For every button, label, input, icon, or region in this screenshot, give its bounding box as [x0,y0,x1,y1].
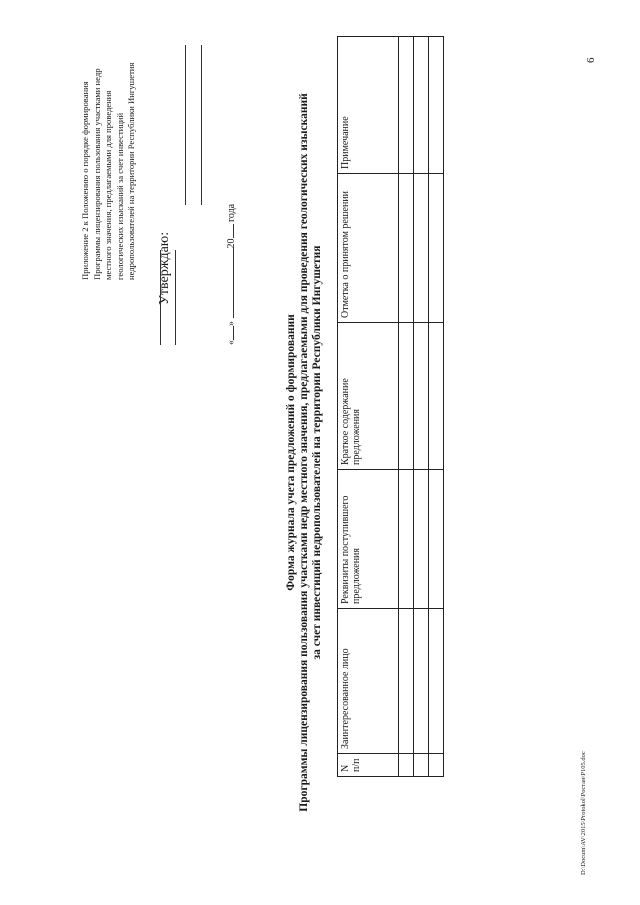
table-cell [399,37,414,174]
table-cell [414,754,429,777]
approval-date-line [225,204,237,345]
header-number: N п/п [338,754,399,777]
appendix-line: местного значения, предлагаемыми для проведения [103,90,113,280]
date-close-quote: » [226,321,237,326]
header-proposal-details: Реквизиты поступившего предложения [338,470,399,609]
table-row [429,37,444,777]
table-cell [429,323,444,470]
appendix-line: недропользователей на территории Республики Ингушетия [126,62,136,280]
year-blank [225,225,234,239]
table-cell [429,754,444,777]
header-interested-party: Заинтересованное лицо [338,609,399,754]
table-cell [429,609,444,754]
table-cell [429,174,444,323]
month-blank [225,249,234,319]
appendix-note [80,0,138,280]
appendix-line: Программы лицензирования пользования участками недр [91,68,102,280]
header-decision-mark: Отметка о принятом решении [338,174,399,323]
approve-label: Утверждаю: [157,231,172,305]
table-cell [414,470,429,609]
table-row [414,37,429,777]
appendix-line: геологических изысканий за счет инвестиций [114,112,125,280]
table-cell [429,37,444,174]
table-cell [399,470,414,609]
table-cell [399,754,414,777]
table-cell [399,609,414,754]
signature-line [201,45,202,205]
journal-table [337,36,444,777]
table-cell [414,174,429,323]
year-suffix: года [226,203,237,225]
table-row [399,37,414,777]
header-summary: Краткое содержание предложения [338,323,399,470]
table-cell [429,470,444,609]
document-title [285,30,324,875]
signature-line [160,250,161,345]
title-line: Форма журнала учета предложений о формировании [285,314,297,591]
table-header-row [338,37,399,777]
signature-line [175,250,176,345]
file-path-footer: D:\Docum\AV\2015\Protokol\Poстан\P105.doc [580,751,587,875]
page-number: 6 [585,57,597,63]
table-cell [399,323,414,470]
year-prefix: 20 [226,238,237,249]
header-note: Примечание [338,37,399,174]
table-cell [399,174,414,323]
appendix-line: Приложение 2 к Положению о порядке формирования [80,81,90,280]
signature-line [185,45,186,205]
title-line: за счет инвестиций недропользователей на территории Республики Ингушетия [311,245,323,660]
table-cell [414,609,429,754]
table-cell [414,323,429,470]
table-cell [414,37,429,174]
day-blank [225,326,234,340]
title-line: Программы лицензирования пользования участками недр местного значения, предлагаемыми для проведения геологических изысканий [298,93,310,812]
date-open-quote: « [226,340,237,345]
